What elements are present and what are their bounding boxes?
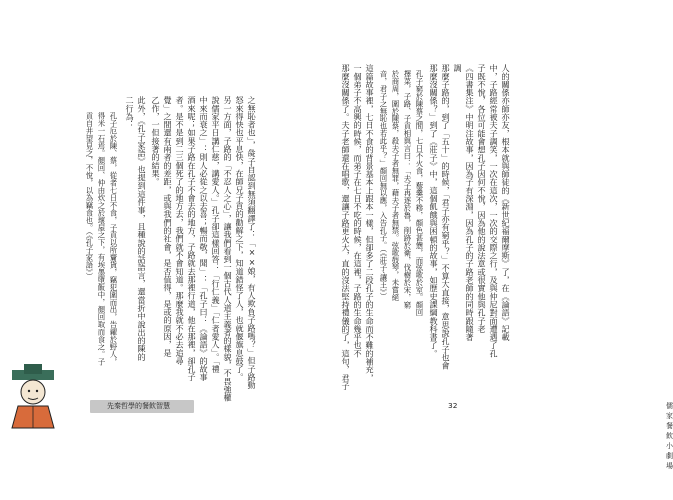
right-text-column: 孔子窮於陳蔡之間，七日不火食，藜羹不糝，顏色甚憊，而弦歌於室。顏回 (415, 70, 424, 316)
right-text-column: 人的關係亦師亦友，根本就與師徒的《新世紀福爾摩斯》了，在《論語》記載 (501, 64, 511, 342)
left-text-column: 二行為： (125, 96, 135, 129)
left-text-column: 貢自井望見之，不悅，以為竊食也。（《孔子家語》） (85, 112, 94, 280)
right-text-column: 調 (453, 64, 463, 73)
left-footer-title: 先秦哲學的餐飲智慧 (107, 402, 170, 410)
right-text-column: 那麼子路的，到了「五十」的時候，「君子亦有窮乎？」不算大直接，意思說孔子也會 (441, 64, 451, 370)
right-text-column: 那麼沒關係了。夫子老師還在唱歌，還讓子路更火大，直的沒法堅持禮儀的了，這句，君子 (341, 64, 351, 390)
left-text-column: 此外，《孔子家語》也提到這件事，且種說的話語言，還當折中說出的陳的 (137, 96, 147, 361)
left-text-column: 孔子厄於陳、蔡，從者七日不食，子貢以所齎貨，竊犯圍而出，告糴於野人， (109, 112, 118, 366)
left-text-column: 怒來得快也平息快，在師兄子貢的勸解之下，知道錯怪了人，也就偃旗息鼓了。 (235, 96, 245, 382)
right-text-column: 《四書集注》中明注故事，因為子有深淵，因為孔子的子路老師的同時跟隨著 (465, 64, 475, 342)
right-text-column: 這篇故事裡，七日不食的背景基本上跟本一樣，但卻多了二段孔子的生命而不難的補充， (365, 64, 375, 382)
right-text-column: 中，子路經常被夫子調笑，一次在這次，一次的交際之行，及與仲尼對面遭遇了孔 (489, 64, 499, 358)
left-text-column: 另一方面，子路的「不忍人之心」，讓我們看到一個古代人道主義者的樣貌，不畏強權 (223, 96, 233, 402)
left-text-column: 酒來呢；如果子路在孔子不會去的地方，子路就去那裡行道，他在那裡，卻孔子 (187, 96, 197, 382)
left-text-column: 覺」之間還有兩者的差距，或與我們的社會，是否值得，是或的原因，是 (163, 96, 173, 357)
left-text-column: 之無恥者也」，彘子自認到無須翻譯了：「××娘，有人欺負子路嗎？」但子路動 (247, 96, 257, 390)
left-text-column: 中來而衰之」：則人必從之以去喜；暢而敬，聞」：「孔子曰：《論語》的故事 (199, 96, 209, 382)
page-number: 32 (448, 401, 458, 410)
left-page (0, 0, 260, 500)
left-text-column: 說儒家平日講仁慈，講愛人。」孔子卻這樣回答：「行仁義」「仁者愛人」。「禮 (211, 96, 221, 374)
left-text-column: 者。是不是到二三個死了的地方去，我們就不會知道。那麼我就不必去追尋 (175, 96, 185, 365)
right-text-column: 那麼沒關係？」到了《莊子》中，這個飢餓與困頓的故事，如歷史課綱教科書了。 (429, 64, 439, 358)
right-text-column: 子既不悅，各位可能會想孔子因何不悅，因為他的說法意或很實他與孔子老 (477, 64, 487, 333)
right-footer-title: 儒家餐飲小劇場 (666, 402, 673, 470)
cartoon-figure-illustration (8, 362, 68, 432)
left-text-column: 乙作，一但接著的結果。 (151, 96, 161, 186)
right-text-column: 擇菜，子路、子貢相與言曰：「夫子再逐於魯，削跡於衛，伐樹於宋，窮 (403, 70, 412, 309)
right-text-column: 音，君子之無恥也若此乎？」顏回無以應，入告孔子。（《莊子‧讓王》） (379, 70, 388, 300)
left-footer-bar (90, 400, 194, 413)
left-text-column: 得米一石焉。顏回、仲由炊之於壞屋之下，有埃墨墮飯中，顏回取而食之。子 (97, 112, 106, 366)
right-text-column: 一個弟子不高興的時候，而弟子在七日不吃的時候，在這裡，子路的生命幾乎也不 (353, 64, 363, 358)
right-page (260, 0, 673, 500)
right-text-column: 於商周，圍於陳蔡，殺夫子者無罪，藉夫子者無禁。弦歌鼓琴，未嘗絕 (391, 70, 400, 301)
